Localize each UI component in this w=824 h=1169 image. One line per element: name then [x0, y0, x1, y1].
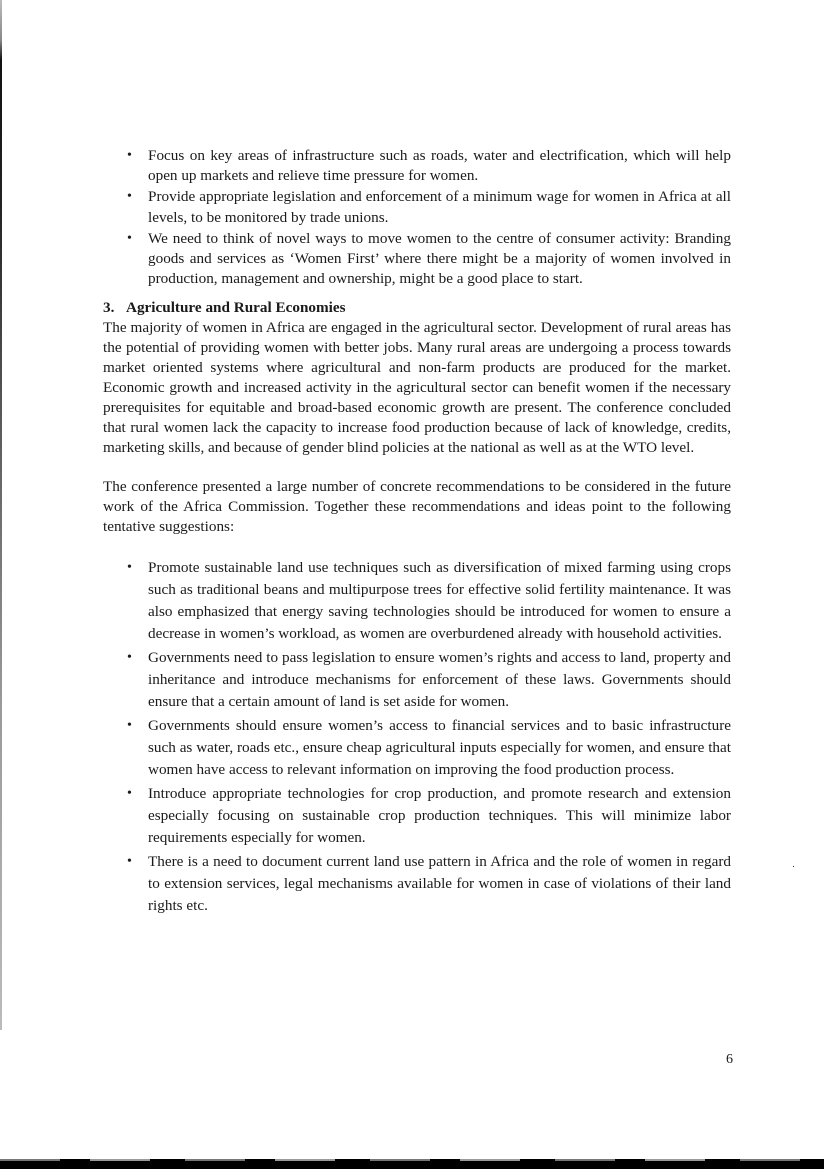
list-item — [103, 783, 731, 849]
bullet-icon: • — [127, 148, 132, 163]
list-item-text: We need to think of novel ways to move women to the centre of consumer activity: Branding goods and services as ‘Women First’ where there might be a majority of women involved in production, management and ownership, might be a good place to start. — [148, 229, 731, 288]
list-item — [103, 715, 731, 781]
list-item — [103, 187, 731, 227]
list-item-text: Introduce appropriate technologies for crop production, and promote research and extension especially focusing on sustainable crop production techniques. This will minimize labor requirements especially for women. — [148, 785, 731, 847]
body-paragraph: The conference presented a large number of concrete recommendations to be considered in the future work of the Africa Commission. Together these recommendations and ideas point to the following tentative suggestions: — [103, 478, 731, 536]
scan-edge-left — [0, 0, 2, 1030]
body-paragraph: The majority of women in Africa are engaged in the agricultural sector. Development of rural areas has the potential of providing women with better jobs. Many rural areas are undergoing a process towards market oriented systems where agricultural and non-farm products are produced for the market. Economic growth and increased activity in the agricultural sector can benefit women if the necessary prerequisites for equitable and broad-based economic growth are present. The conference concluded that rural women lack the capacity to increase food production because of lack of knowledge, credits, marketing skills, and because of gender blind policies at the national as well as at the WTO level. — [103, 319, 731, 457]
list-item-text: Governments should ensure women’s access to financial services and to basic infrastructure such as water, roads etc., ensure cheap agricultural inputs especially for women, and ensure that women have access to relevant information on improving the food production process. — [148, 717, 731, 779]
bullet-icon: • — [127, 854, 132, 870]
list-item — [103, 229, 731, 290]
section-title: Agriculture and Rural Economies — [126, 299, 346, 317]
list-item-text: Promote sustainable land use techniques such as diversification of mixed farming using crops such as traditional beans and multipurpose trees for effective solid fertility maintenance. It was also emphasized that energy saving technologies should be introduced for women to ensure a decrease in women’s workload, as women are overburdened already with household activities. — [148, 559, 731, 643]
scan-speck — [793, 866, 794, 867]
recommendation-list-agriculture — [103, 557, 731, 917]
list-item — [103, 851, 731, 917]
bullet-icon: • — [127, 560, 132, 576]
section-number: 3. — [103, 299, 115, 317]
list-item — [103, 146, 731, 186]
list-item — [103, 647, 731, 713]
list-item-text: Governments need to pass legislation to ensure women’s rights and access to land, property and inheritance and introduce mechanisms for enforcement of these laws. Governments should ensure that a certain amount of land is set aside for women. — [148, 649, 731, 711]
recommendation-list-infrastructure — [103, 146, 731, 289]
bullet-icon: • — [127, 189, 132, 205]
bullet-icon: • — [127, 650, 132, 666]
page-number: 6 — [726, 1052, 733, 1067]
list-item-text: Focus on key areas of infrastructure such as roads, water and electrification, which will help open up markets and relieve time pressure for women. — [148, 147, 731, 185]
document-page — [103, 146, 731, 919]
list-item — [103, 557, 731, 645]
scan-edge-bottom — [0, 1161, 824, 1169]
bullet-icon: • — [127, 230, 132, 246]
section-heading — [103, 298, 731, 318]
list-item-text: There is a need to document current land use pattern in Africa and the role of women in regard to extension services, legal mechanisms available for women in case of violations of their land rights etc. — [148, 853, 731, 915]
list-item-text: Provide appropriate legislation and enforcement of a minimum wage for women in Africa at all levels, to be monitored by trade unions. — [148, 188, 731, 226]
bullet-icon: • — [127, 718, 132, 734]
bullet-icon: • — [127, 786, 132, 802]
